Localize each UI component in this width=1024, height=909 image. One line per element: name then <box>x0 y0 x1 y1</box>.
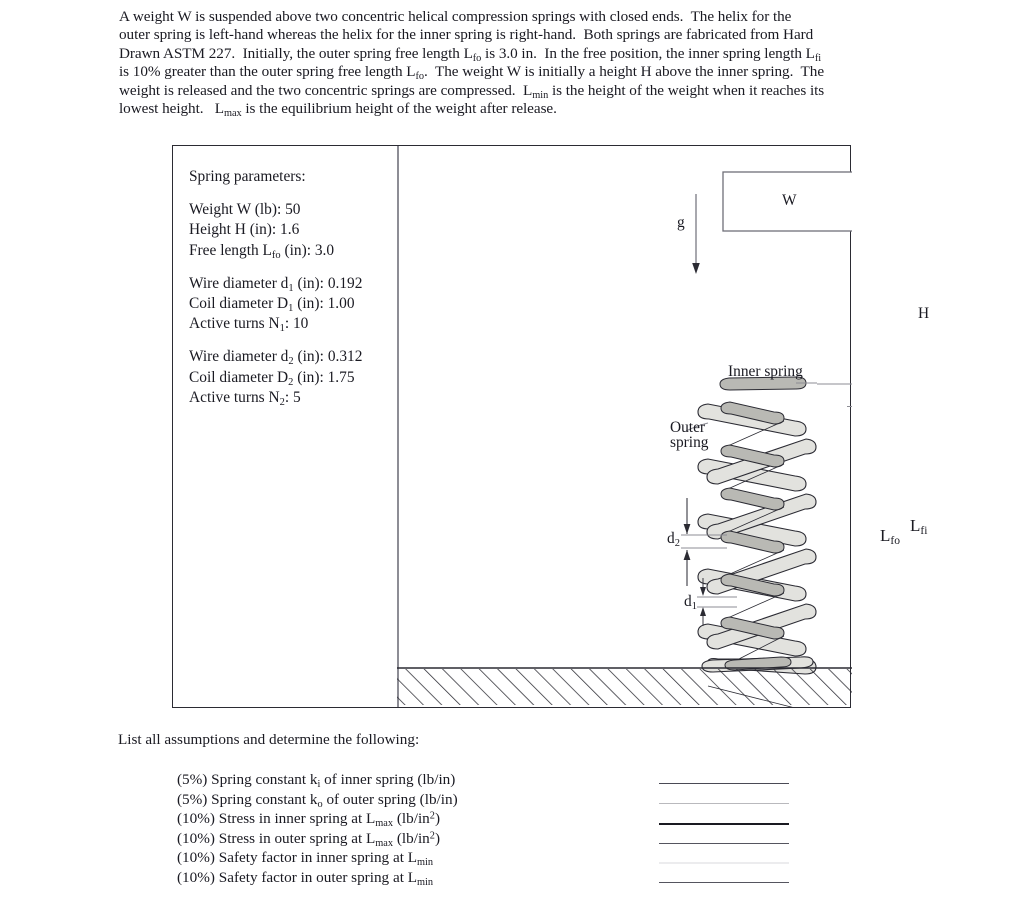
question-item-6: (10%) Safety factor in outer spring at $L_{min}$ <box>177 868 434 888</box>
inner-wire-diameter-label: $d_1$ <box>684 593 697 612</box>
answer-line-3[interactable] <box>659 823 789 825</box>
question-item-1: (5%) Spring constant $k_i$ of inner spring (lb/in) <box>177 771 456 790</box>
problem-statement <box>119 8 905 118</box>
answer-line-2[interactable] <box>659 803 789 804</box>
param-coil-diameter-1: Coil diameter $D_1$ (in): 1.00 <box>189 295 355 314</box>
height-dimension-label: H <box>918 305 930 322</box>
answer-lines-group <box>659 770 789 900</box>
intro-line-6: lowest height. $L_{max}$ is the equilibrium height of the weight after release. <box>119 100 557 119</box>
intro-line-5: weight is released and the two concentric springs are compressed. $L_{min}$ is the height of the weight when it reaches its <box>119 81 825 101</box>
question-item-5: (10%) Safety factor in inner spring at $L_{min}$ <box>177 849 434 869</box>
intro-line-4: is 10% greater than the outer spring free length $L_{fo}$. The weight W is initially a height H above the inner spring. The <box>119 63 825 83</box>
spring-parameters-panel <box>189 167 389 408</box>
param-height: Height H (in): 1.6 <box>189 221 300 239</box>
outer-spring-label-line1: Outer <box>670 419 706 436</box>
answer-line-5[interactable] <box>659 862 789 864</box>
parameters-heading: Spring parameters: <box>189 168 306 185</box>
param-active-turns-2: Active turns $N_2$: 5 <box>189 388 301 408</box>
inner-spring-label: Inner spring <box>728 363 803 380</box>
question-item-4: (10%) Stress in outer spring at $L_{max}$ $(lb/in^2)$ <box>177 829 440 849</box>
param-active-turns-1: Active turns $N_1$: 10 <box>189 315 309 335</box>
intro-line-2: outer spring is left-hand whereas the helix for the inner spring is right-hand. Both springs are fabricated from Hard <box>119 26 814 44</box>
weight-block-label: W <box>782 192 797 209</box>
questions-intro: List all assumptions and determine the following: <box>118 731 420 748</box>
gravity-arrow <box>692 194 700 274</box>
param-wire-diameter-1: Wire diameter $d_1$ (in): 0.192 <box>189 274 363 294</box>
question-item-2: (5%) Spring constant $k_o$ of outer spring (lb/in) <box>177 790 458 810</box>
outer-wire-diameter-label: $d_2$ <box>667 530 680 549</box>
answer-line-4[interactable] <box>659 843 789 844</box>
answer-line-6[interactable] <box>659 882 789 883</box>
free-length-outer-label: $L_{fo}$ <box>880 526 901 548</box>
ground-hatching <box>397 669 852 705</box>
outer-spring-label-line2: spring <box>670 434 709 451</box>
answer-line-1[interactable] <box>659 783 789 784</box>
question-list <box>177 770 458 888</box>
question-item-3: (10%) Stress in inner spring at $L_{max}$ $(lb/in^2)$ <box>177 810 440 830</box>
param-weight: Weight W (lb): 50 <box>189 201 301 219</box>
intro-line-1: A weight W is suspended above two concentric helical compression springs with closed ends. The helix for the <box>119 8 792 25</box>
param-coil-diameter-2: Coil diameter $D_2$ (in): 1.75 <box>189 368 355 388</box>
param-wire-diameter-2: Wire diameter $d_2$ (in): 0.312 <box>189 348 363 368</box>
spring-assembly-diagram <box>397 146 930 707</box>
param-free-length: Free length $L_{fo}$ (in): 3.0 <box>189 241 335 261</box>
gravity-label: g <box>677 214 685 231</box>
free-length-inner-label: $L_{fi}$ <box>910 516 928 538</box>
intro-line-3: Drawn ASTM 227. Initially, the outer spring free length $L_{fo}$ is 3.0 in. In the free position, the inner spring length $L_{fi}$ <box>119 44 822 64</box>
figure-frame <box>172 145 930 708</box>
